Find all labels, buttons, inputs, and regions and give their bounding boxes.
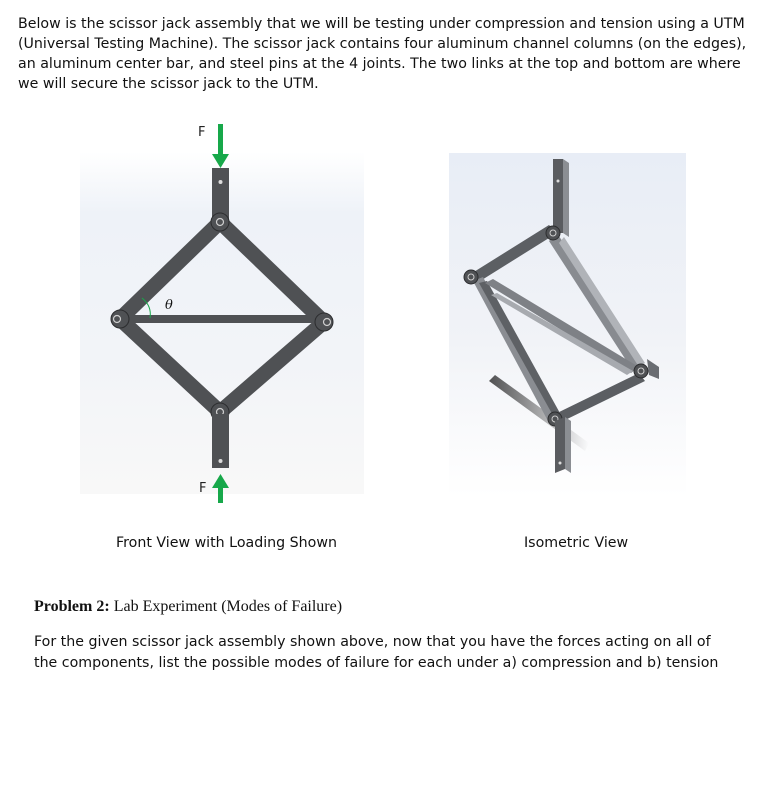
problem-number: Problem 2:: [34, 598, 110, 615]
force-bottom-label: F: [199, 481, 207, 494]
intro-paragraph: Below is the scissor jack assembly that we will be testing under compression and tension using a UTM (Universal Testing Machine). The scissor jack contains four aluminum channel columns (on the edges), an aluminum center bar, and steel pins at the 4 joints. The two links at the top and bottom are where we will secure the scissor jack to the UTM.: [18, 16, 747, 92]
iso-top-link: [553, 159, 569, 237]
bottom-arrow-stem: [218, 494, 223, 503]
isometric-view-caption: Isometric View: [524, 535, 629, 551]
front-view-caption: Front View with Loading Shown: [116, 535, 337, 551]
iso-bottom-link: [555, 417, 571, 473]
front-view-figure: [80, 124, 364, 494]
center-bar: [124, 315, 320, 323]
isometric-view-figure: [449, 153, 686, 497]
angle-label: θ: [165, 298, 173, 313]
problem-text: For the given scissor jack assembly shown above, now that you have the forces acting on all of the components, list the possible modes of failure for each under a) compression and b) tension: [34, 634, 719, 671]
force-top-label: F: [198, 125, 206, 140]
problem-title: Lab Experiment (Modes of Failure): [113, 598, 343, 615]
problem-heading: [34, 598, 342, 616]
